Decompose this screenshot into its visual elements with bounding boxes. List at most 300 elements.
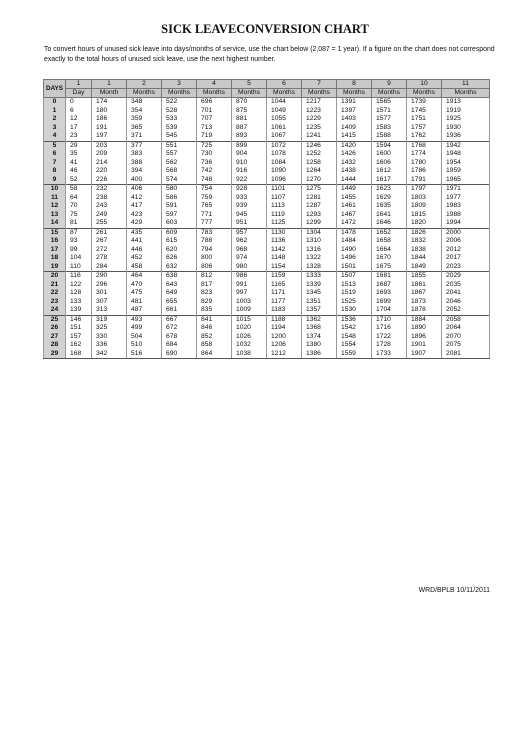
table-row: [44, 341, 490, 350]
hours-cell: 2058: [442, 315, 490, 324]
hours-cell: 841: [197, 315, 232, 324]
hours-cell: 835: [197, 306, 232, 315]
hours-cell: 435: [127, 228, 162, 237]
hours-cell: 1252: [302, 150, 337, 159]
hours-cell: 1044: [267, 98, 302, 107]
hours-cell: 1739: [407, 98, 442, 107]
hours-cell: 887: [232, 124, 267, 133]
day-cell: 6: [44, 150, 66, 159]
hours-cell: 794: [197, 246, 232, 255]
hours-cell: 110: [66, 263, 92, 272]
hours-cell: 1148: [267, 254, 302, 263]
hours-cell: 1936: [442, 132, 490, 141]
hours-cell: 1780: [407, 159, 442, 168]
hours-cell: 1374: [302, 333, 337, 342]
day-cell: 28: [44, 341, 66, 350]
hours-cell: 1704: [372, 306, 407, 315]
hours-cell: 1258: [302, 159, 337, 168]
hours-cell: 139: [66, 306, 92, 315]
hours-cell: 319: [92, 315, 127, 324]
hours-cell: 1287: [302, 202, 337, 211]
hours-cell: 35: [66, 150, 92, 159]
hours-cell: 2064: [442, 324, 490, 333]
hours-cell: 667: [162, 315, 197, 324]
hours-cell: 429: [127, 219, 162, 228]
hours-cell: 649: [162, 289, 197, 298]
hours-cell: 2052: [442, 306, 490, 315]
hours-cell: 1878: [407, 306, 442, 315]
hours-cell: 951: [232, 219, 267, 228]
hours-cell: 910: [232, 159, 267, 168]
day-cell: 12: [44, 202, 66, 211]
day-cell: 1: [44, 107, 66, 116]
hours-cell: 2070: [442, 333, 490, 342]
hours-cell: 17: [66, 124, 92, 133]
hours-cell: 249: [92, 211, 127, 220]
hours-cell: 1304: [302, 228, 337, 237]
hours-cell: 1015: [232, 315, 267, 324]
day-cell: 22: [44, 289, 66, 298]
hours-cell: 754: [197, 185, 232, 194]
table-row: [44, 194, 490, 203]
hours-cell: 643: [162, 281, 197, 290]
table-row: [44, 228, 490, 237]
hours-cell: 632: [162, 263, 197, 272]
hours-cell: 1652: [372, 228, 407, 237]
hours-cell: 1078: [267, 150, 302, 159]
hours-cell: 1867: [407, 289, 442, 298]
column-header-unit: Months: [407, 89, 442, 98]
hours-cell: 1786: [407, 167, 442, 176]
hours-cell: 1791: [407, 176, 442, 185]
hours-cell: 2046: [442, 298, 490, 307]
hours-cell: 0: [66, 98, 92, 107]
hours-cell: 1032: [232, 341, 267, 350]
hours-cell: 806: [197, 263, 232, 272]
hours-cell: 1722: [372, 333, 407, 342]
hours-cell: 1362: [302, 315, 337, 324]
hours-cell: 464: [127, 272, 162, 281]
column-header-number: 6: [267, 80, 302, 89]
hours-cell: 957: [232, 228, 267, 237]
day-cell: 17: [44, 246, 66, 255]
hours-cell: 348: [127, 98, 162, 107]
hours-cell: 1455: [337, 194, 372, 203]
hours-cell: 765: [197, 202, 232, 211]
day-cell: 10: [44, 185, 66, 194]
hours-cell: 672: [162, 324, 197, 333]
hours-cell: 174: [92, 98, 127, 107]
hours-cell: 1577: [372, 115, 407, 124]
hours-cell: 493: [127, 315, 162, 324]
hours-cell: 1322: [302, 254, 337, 263]
day-cell: 9: [44, 176, 66, 185]
hours-cell: 365: [127, 124, 162, 133]
hours-cell: 1896: [407, 333, 442, 342]
day-cell: 19: [44, 263, 66, 272]
table-row: [44, 107, 490, 116]
hours-cell: 278: [92, 254, 127, 263]
conversion-table: [43, 79, 490, 359]
hours-cell: 557: [162, 150, 197, 159]
hours-cell: 104: [66, 254, 92, 263]
hours-cell: 684: [162, 341, 197, 350]
hours-cell: 1496: [337, 254, 372, 263]
hours-cell: 2029: [442, 272, 490, 281]
table-row: [44, 254, 490, 263]
table-row: [44, 124, 490, 133]
column-header-number: 2: [127, 80, 162, 89]
hours-cell: 87: [66, 228, 92, 237]
hours-cell: 446: [127, 246, 162, 255]
page-title: SICK LEAVECONVERSION CHART: [161, 22, 369, 36]
hours-cell: 516: [127, 350, 162, 359]
hours-cell: 267: [92, 237, 127, 246]
hours-cell: 1606: [372, 159, 407, 168]
hours-cell: 1154: [267, 263, 302, 272]
hours-cell: 441: [127, 237, 162, 246]
hours-cell: 1125: [267, 219, 302, 228]
hours-cell: 99: [66, 246, 92, 255]
hours-cell: 626: [162, 254, 197, 263]
hours-cell: 2075: [442, 341, 490, 350]
hours-cell: 2006: [442, 237, 490, 246]
column-header-unit: Day: [66, 89, 92, 98]
hours-cell: 186: [92, 115, 127, 124]
day-cell: 21: [44, 281, 66, 290]
hours-cell: 214: [92, 159, 127, 168]
hours-cell: 1530: [337, 306, 372, 315]
column-header-unit: Months: [127, 89, 162, 98]
hours-cell: 1490: [337, 246, 372, 255]
hours-cell: 1113: [267, 202, 302, 211]
hours-cell: 997: [232, 289, 267, 298]
hours-cell: 1188: [267, 315, 302, 324]
day-cell: 5: [44, 141, 66, 150]
hours-cell: 783: [197, 228, 232, 237]
hours-cell: 1501: [337, 263, 372, 272]
hours-cell: 725: [197, 141, 232, 150]
hours-cell: 1432: [337, 159, 372, 168]
hours-cell: 52: [66, 176, 92, 185]
hours-cell: 296: [92, 281, 127, 290]
column-header-number: 7: [302, 80, 337, 89]
table-row: [44, 132, 490, 141]
column-header-unit: Months: [372, 89, 407, 98]
hours-cell: 528: [162, 107, 197, 116]
hours-cell: 1386: [302, 350, 337, 359]
column-header-unit: Months: [337, 89, 372, 98]
days-header: DAYS: [44, 80, 66, 98]
hours-cell: 522: [162, 98, 197, 107]
hours-cell: 1461: [337, 202, 372, 211]
hours-cell: 272: [92, 246, 127, 255]
hours-cell: 609: [162, 228, 197, 237]
hours-cell: 864: [197, 350, 232, 359]
hours-cell: 1339: [302, 281, 337, 290]
hours-cell: 533: [162, 115, 197, 124]
day-cell: 2: [44, 115, 66, 124]
column-header-number: 9: [372, 80, 407, 89]
hours-cell: 1554: [337, 341, 372, 350]
hours-cell: 759: [197, 194, 232, 203]
hours-cell: 852: [197, 333, 232, 342]
hours-cell: 41: [66, 159, 92, 168]
hours-cell: 568: [162, 167, 197, 176]
hours-cell: 933: [232, 194, 267, 203]
hours-cell: 336: [92, 341, 127, 350]
hours-cell: 388: [127, 159, 162, 168]
hours-cell: 290: [92, 272, 127, 281]
hours-cell: 817: [197, 281, 232, 290]
hours-cell: 1670: [372, 254, 407, 263]
hours-cell: 481: [127, 298, 162, 307]
hours-cell: 574: [162, 176, 197, 185]
hours-cell: 1646: [372, 219, 407, 228]
column-header-number: 4: [197, 80, 232, 89]
table-row: [44, 219, 490, 228]
table-row: [44, 202, 490, 211]
hours-cell: 400: [127, 176, 162, 185]
hours-cell: 586: [162, 194, 197, 203]
hours-cell: 1293: [302, 211, 337, 220]
hours-cell: 487: [127, 306, 162, 315]
hours-cell: 551: [162, 141, 197, 150]
hours-cell: 1136: [267, 237, 302, 246]
hours-cell: 313: [92, 306, 127, 315]
hours-cell: 1536: [337, 315, 372, 324]
hours-cell: 261: [92, 228, 127, 237]
hours-cell: 707: [197, 115, 232, 124]
hours-cell: 713: [197, 124, 232, 133]
hours-cell: 168: [66, 350, 92, 359]
hours-cell: 116: [66, 272, 92, 281]
hours-cell: 690: [162, 350, 197, 359]
hours-cell: 1745: [407, 107, 442, 116]
hours-cell: 1212: [267, 350, 302, 359]
hours-cell: 1270: [302, 176, 337, 185]
hours-cell: 504: [127, 333, 162, 342]
hours-cell: 1281: [302, 194, 337, 203]
hours-cell: 1328: [302, 263, 337, 272]
hours-cell: 1003: [232, 298, 267, 307]
hours-cell: 1299: [302, 219, 337, 228]
hours-cell: 1617: [372, 176, 407, 185]
hours-cell: 661: [162, 306, 197, 315]
hours-cell: 1107: [267, 194, 302, 203]
day-cell: 29: [44, 350, 66, 359]
hours-cell: 1519: [337, 289, 372, 298]
hours-cell: 1200: [267, 333, 302, 342]
hours-cell: 151: [66, 324, 92, 333]
column-header-number: 11: [442, 80, 490, 89]
column-header-number: 1: [92, 80, 127, 89]
hours-cell: 307: [92, 298, 127, 307]
hours-cell: 1774: [407, 150, 442, 159]
hours-cell: 1849: [407, 263, 442, 272]
hours-cell: 962: [232, 237, 267, 246]
hours-cell: 412: [127, 194, 162, 203]
hours-cell: 1409: [337, 124, 372, 133]
day-cell: 13: [44, 211, 66, 220]
hours-cell: 1467: [337, 211, 372, 220]
hours-cell: 1223: [302, 107, 337, 116]
hours-cell: 394: [127, 167, 162, 176]
hours-cell: 75: [66, 211, 92, 220]
hours-cell: 719: [197, 132, 232, 141]
hours-cell: 1119: [267, 211, 302, 220]
hours-cell: 133: [66, 298, 92, 307]
hours-cell: 1930: [442, 124, 490, 133]
table-row: [44, 333, 490, 342]
hours-cell: 1641: [372, 211, 407, 220]
hours-cell: 1246: [302, 141, 337, 150]
hours-cell: 2012: [442, 246, 490, 255]
hours-cell: 1316: [302, 246, 337, 255]
day-cell: 16: [44, 237, 66, 246]
hours-cell: 2023: [442, 263, 490, 272]
hours-cell: 1020: [232, 324, 267, 333]
hours-cell: 846: [197, 324, 232, 333]
table-row: [44, 272, 490, 281]
hours-cell: 696: [197, 98, 232, 107]
hours-cell: 1368: [302, 324, 337, 333]
hours-cell: 354: [127, 107, 162, 116]
hours-cell: 1183: [267, 306, 302, 315]
hours-cell: 128: [66, 289, 92, 298]
hours-cell: 904: [232, 150, 267, 159]
hours-cell: 6: [66, 107, 92, 116]
hours-cell: 1658: [372, 237, 407, 246]
day-cell: 23: [44, 298, 66, 307]
intro-text: To convert hours of unused sick leave into days/months of service, use the chart below (2,087 = 1 year). If a figure on the chart does not correspond exactly to the total hours of unused sick leave, use the next highest number.: [44, 46, 495, 63]
day-cell: 3: [44, 124, 66, 133]
hours-cell: 1815: [407, 211, 442, 220]
hours-cell: 330: [92, 333, 127, 342]
hours-cell: 603: [162, 219, 197, 228]
hours-cell: 1907: [407, 350, 442, 359]
hours-cell: 1884: [407, 315, 442, 324]
column-header-number: 10: [407, 80, 442, 89]
hours-cell: 1217: [302, 98, 337, 107]
table-row: [44, 150, 490, 159]
hours-cell: 93: [66, 237, 92, 246]
column-header-unit: Month: [92, 89, 127, 98]
hours-cell: 1206: [267, 341, 302, 350]
day-cell: 24: [44, 306, 66, 315]
day-cell: 4: [44, 132, 66, 141]
hours-cell: 1559: [337, 350, 372, 359]
hours-cell: 1229: [302, 115, 337, 124]
hours-cell: 1977: [442, 194, 490, 203]
column-header-number: 8: [337, 80, 372, 89]
day-cell: 15: [44, 228, 66, 237]
hours-cell: 1797: [407, 185, 442, 194]
hours-cell: 452: [127, 254, 162, 263]
hours-cell: 475: [127, 289, 162, 298]
hours-cell: 1728: [372, 341, 407, 350]
hours-cell: 406: [127, 185, 162, 194]
hours-cell: 1484: [337, 237, 372, 246]
hours-cell: 1444: [337, 176, 372, 185]
hours-cell: 1472: [337, 219, 372, 228]
day-cell: 14: [44, 219, 66, 228]
hours-cell: 1049: [267, 107, 302, 116]
hours-cell: 1333: [302, 272, 337, 281]
hours-cell: 597: [162, 211, 197, 220]
hours-cell: 1310: [302, 237, 337, 246]
hours-cell: 991: [232, 281, 267, 290]
hours-cell: 1844: [407, 254, 442, 263]
hours-cell: 1194: [267, 324, 302, 333]
hours-cell: 870: [232, 98, 267, 107]
table-row: [44, 298, 490, 307]
hours-cell: 470: [127, 281, 162, 290]
table-row: [44, 98, 490, 107]
hours-cell: 1351: [302, 298, 337, 307]
hours-cell: 1357: [302, 306, 337, 315]
hours-cell: 1710: [372, 315, 407, 324]
day-cell: 27: [44, 333, 66, 342]
hours-cell: 1397: [337, 107, 372, 116]
hours-cell: 197: [92, 132, 127, 141]
hours-cell: 359: [127, 115, 162, 124]
table-row: [44, 237, 490, 246]
hours-cell: 1478: [337, 228, 372, 237]
hours-cell: 1101: [267, 185, 302, 194]
table-row: [44, 141, 490, 150]
hours-cell: 1687: [372, 281, 407, 290]
hours-cell: 510: [127, 341, 162, 350]
footer-reference: WRD/BPLB 10/11/2011: [418, 587, 490, 594]
hours-cell: 1838: [407, 246, 442, 255]
hours-cell: 1420: [337, 141, 372, 150]
hours-cell: 858: [197, 341, 232, 350]
hours-cell: 2081: [442, 350, 490, 359]
hours-cell: 1983: [442, 202, 490, 211]
hours-cell: 777: [197, 219, 232, 228]
hours-cell: 1513: [337, 281, 372, 290]
hours-cell: 157: [66, 333, 92, 342]
hours-cell: 928: [232, 185, 267, 194]
column-header-unit: Months: [302, 89, 337, 98]
hours-cell: 1026: [232, 333, 267, 342]
hours-cell: 945: [232, 211, 267, 220]
hours-cell: 1681: [372, 272, 407, 281]
column-header-unit: Months: [232, 89, 267, 98]
header-number-row: [44, 80, 490, 89]
hours-cell: 812: [197, 272, 232, 281]
hours-cell: 1664: [372, 246, 407, 255]
hours-cell: 620: [162, 246, 197, 255]
hours-cell: 678: [162, 333, 197, 342]
hours-cell: 748: [197, 176, 232, 185]
hours-cell: 1913: [442, 98, 490, 107]
day-cell: 7: [44, 159, 66, 168]
hours-cell: 146: [66, 315, 92, 324]
hours-cell: 829: [197, 298, 232, 307]
hours-cell: 243: [92, 202, 127, 211]
hours-cell: 1716: [372, 324, 407, 333]
hours-cell: 1994: [442, 219, 490, 228]
hours-cell: 180: [92, 107, 127, 116]
hours-cell: 1693: [372, 289, 407, 298]
hours-cell: 255: [92, 219, 127, 228]
hours-cell: 1177: [267, 298, 302, 307]
hours-cell: 1948: [442, 150, 490, 159]
hours-cell: 1826: [407, 228, 442, 237]
hours-cell: 881: [232, 115, 267, 124]
